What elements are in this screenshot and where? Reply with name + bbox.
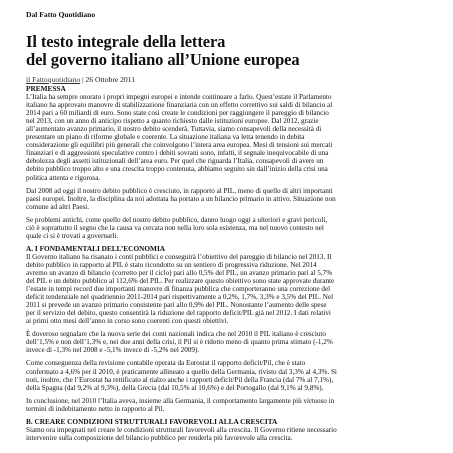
text-line: termini di indebitamento netto in rapporto al Pil. (26, 404, 165, 413)
text-line: 2011 si prevede un avanzo primario consistente pari allo 0,9% del PIL. Nonostante l’aumento delle spese (26, 301, 327, 310)
text-line: paesi europei. Inoltre, la disciplina da noi adottata ha portato a un bilancio primario in attivo. Situazione non (26, 194, 336, 203)
article-title (26, 33, 437, 69)
text-line: Come conseguenza della revisione contabile operata da Eurostat il rapporto deficit/Pil, che è stato (26, 359, 306, 368)
text-line: l’estate in tempi record due importanti manovre di finanza pubblica che comporteranno una correzione del (26, 285, 331, 294)
text-line: Se problemi antichi, come quello del nostro debito pubblico, danno luogo oggi a ulteriori e gravi pericoli, (26, 215, 328, 224)
paragraph (26, 359, 437, 391)
text-line: presentare un piano di riforme globale e coerente. La situazione italiana va letta tenendo in debita (26, 133, 305, 142)
text-line: nel 2013, con un anno di anticipo rispetto a quanto richiesto dalle istituzioni europee. Dal 2012, grazie (26, 117, 319, 126)
text-line: italiano ha approvato manovre di stabilizzazione finanziaria con un effetto correttivo sui saldi di bilancio al (26, 101, 333, 110)
text-line: all’aumentato avanzo primario, il nostro debito scenderà. Tuttavia, siamo consapevoli della necessità di (26, 125, 322, 134)
premessa-heading: PREMESSA (26, 84, 66, 93)
paragraph (26, 216, 437, 240)
text-line: dell’1,5% e non dell’1,3% e, nei due anni della crisi, il Pil si è ridotto meno di quanto prima stimato (-1,2% (26, 338, 333, 347)
paragraph (26, 187, 437, 211)
text-line: È doveroso segnalare che la nuova serie dei conti nazionali indica che nel 2010 il PIL italiano è cresciuto (26, 330, 326, 339)
text-line: debito pubblico in rapporto al PIL è stato ricondotto su un sentiero di progressiva riduzione. Nel 2014 (26, 260, 317, 269)
paragraph (26, 253, 437, 325)
text-line: politica attenta e rigorosa. (26, 173, 101, 182)
text-line: Dal 2008 ad oggi il nostro debito pubblico è cresciuto, in rapporto al PIL, meno di quello di altri importanti (26, 186, 333, 195)
text-line: noti, inoltre, che l’Eurostat ha rettificato al rialzo anche i rapporti deficit/Pil della Francia (dal 7% al 7,1%), (26, 375, 334, 384)
text-line: per il servizio del debito, questo consentirà la riduzione del rapporto deficit/PIL già nel 2012. I dati relativi (26, 309, 331, 318)
text-line: del PIL e un debito pubblico al 112,6% del PIL. Per realizzare questo obiettivo sono state approvate durante (26, 277, 335, 286)
text-line: avremo un avanzo di bilancio (corretto per il ciclo) pari allo 0,5% del PIL, un avanzo primario pari al 5,7% (26, 268, 333, 277)
section-b-heading: B. CREARE CONDIZIONI STRUTTURALI FAVOREVOLI ALLA CRESCITA (26, 416, 278, 426)
text-line: invece di -1,3% nel 2008 e -5,1% invece di -5,2% nel 2009). (26, 346, 200, 355)
byline (26, 75, 437, 84)
text-line: debolezza degli assetti istituzionali dell’area euro. Per quel che riguarda l’Italia, consapevoli di avere un (26, 157, 324, 166)
paragraph (26, 330, 437, 354)
publish-date: | 26 Ottobre 2011 (82, 75, 136, 84)
text-line: ciò è soprattutto il segno che la causa va cercata non nella loro sola esistenza, ma nel nuovo contesto nel (26, 223, 324, 232)
text-line: 2014 pari a 60 miliardi di euro. Sono state così create le condizioni per raggiungere il pareggio di bilancio (26, 109, 329, 118)
section-a-heading: A. I FONDAMENTALI DELL’ECONOMIA (26, 243, 166, 253)
text-line: considerazione gli equilibri più generali che coinvolgono l’intera area europea. Mesi di tensioni sui mercati (26, 141, 333, 150)
text-line: debito pubblico troppo alto e una crescita troppo contenuta, abbiamo seguito sin dall’inizio della crisi una (26, 165, 328, 174)
text-line: ai primi otto mesi dell’anno in corso sono coerenti con questi obiettivi. (26, 317, 229, 326)
text-line: Siamo ora impegnati nel creare le condizioni strutturali favorevoli alla crescita. Il Governo ritiene necessario (26, 425, 337, 434)
paragraph (26, 426, 437, 442)
text-line: In conclusione, nel 2010 l’Italia aveva, insieme alla Germania, il comportamento largamente più virtuoso in (26, 396, 335, 405)
text-line: deficit tendenziale nel quadriennio 2011-2014 pari rispettivamente a 0,2%, 1,7%, 3,3% e 3,5% del PIL. Nel (26, 293, 334, 302)
text-line: quale ci si è trovati a governarli. (26, 231, 119, 240)
paragraph (26, 93, 437, 182)
text-line: intervenire sulla composizione del bilancio pubblico per renderla più favorevole alla crescita. (26, 433, 293, 442)
author-link[interactable]: il Fattoquotidiano (26, 75, 81, 84)
text-line: della Spagna (dal 9,2% al 9,3%), della Grecia (dal 10,5% al 10,6%) e del Portogallo (dal 9,1% al 9,8%). (26, 383, 324, 392)
text-line: confermato a 4,6% per il 2010, è praticamente allineato a quello della Germania, rivisto dal 3,3% al 4,3%. Si (26, 367, 337, 376)
text-line: comune ad altri Paesi. (26, 202, 90, 211)
text-line: Il Governo italiano ha risanato i conti pubblici e conseguirà l’obiettivo del pareggio di bilancio nel 2013. Il (26, 252, 332, 261)
article-source: Dal Fatto Quotidiano (26, 10, 96, 19)
text-line: L’Italia ha sempre onorato i propri impegni europei e intende continuare a farlo. Quest’estate il Parlamento (26, 93, 332, 102)
paragraph (26, 397, 437, 413)
text-line: finanziari e di aggressioni speculative contro i debiti sovrani sono, infatti, il segnale inequivocabile di una (26, 149, 329, 158)
title-line: Il testo integrale della lettera (26, 32, 226, 51)
title-line: del governo italiano all’Unione europea (26, 50, 300, 69)
